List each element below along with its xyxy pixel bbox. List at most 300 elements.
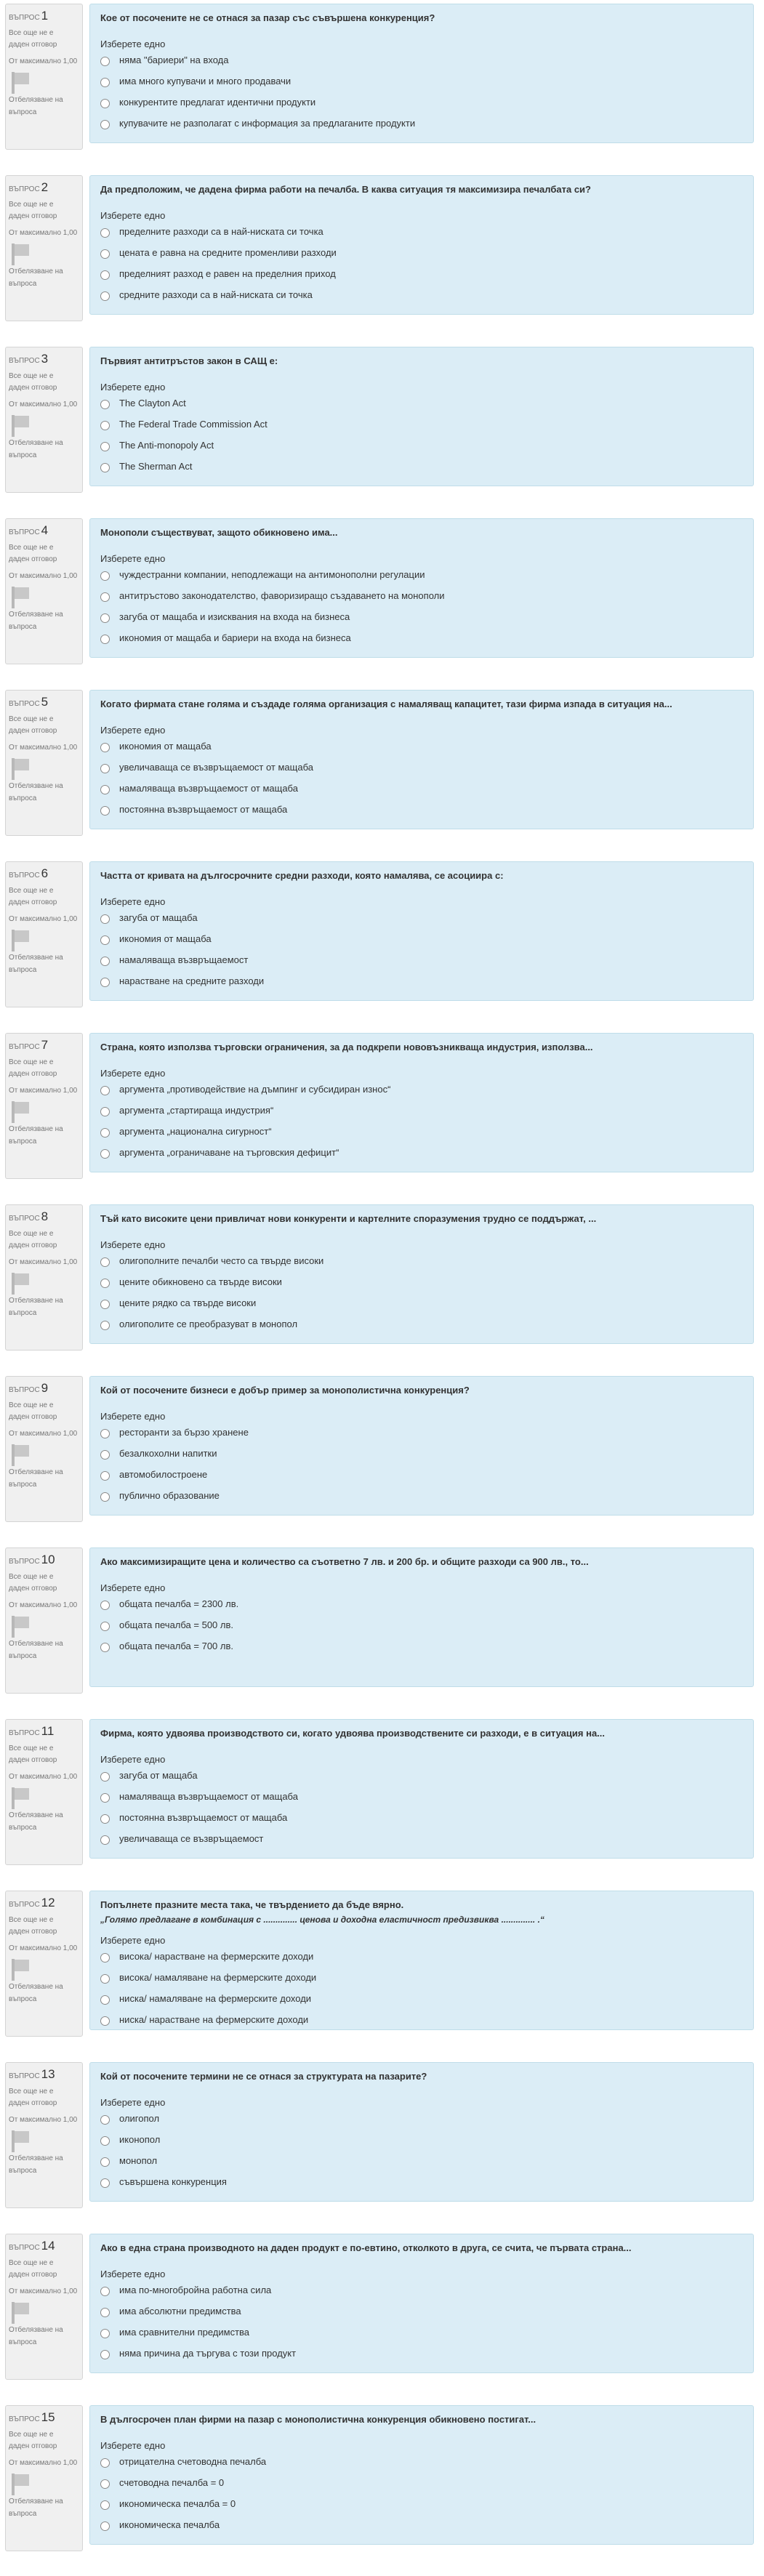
question-content: [89, 175, 754, 315]
radio-button[interactable]: [100, 2136, 110, 2146]
question-text: Първият антитръстов закон в САЩ е:: [100, 355, 278, 366]
answer-label[interactable]: пределният разход е равен на пределния приход: [119, 268, 336, 279]
flag-icon[interactable]: [10, 1273, 31, 1295]
question-text: Ако максимизиращите цена и количество са съответно 7 лв. и 200 бр. и общите разходи са 900 лв., то...: [100, 1556, 589, 1567]
answer-label[interactable]: монопол: [119, 2155, 158, 2166]
question-text: Кое от посочените не се отнася за пазар със съвършена конкуренция?: [100, 12, 435, 23]
question-number-value: 11: [41, 1724, 55, 1738]
answer-option[interactable]: [100, 2134, 743, 2155]
answer-label[interactable]: аргумента „противодействие на дъмпинг и субсидиран износ“: [119, 1084, 391, 1095]
question-grade: От максимално 1,00: [9, 2116, 78, 2124]
radio-button[interactable]: [100, 400, 110, 409]
flag-label[interactable]: Отбелязване на въпроса: [9, 439, 63, 459]
answer-option[interactable]: [100, 1084, 743, 1105]
answer-option[interactable]: [100, 1619, 743, 1641]
answer-option[interactable]: [100, 1951, 743, 1972]
radio-button[interactable]: [100, 291, 110, 301]
radio-button[interactable]: [100, 120, 110, 129]
answer-option[interactable]: [100, 289, 743, 310]
question-content: [89, 1891, 754, 2030]
answer-option[interactable]: [100, 419, 743, 440]
question-grade: От максимално 1,00: [9, 57, 78, 65]
radio-button[interactable]: [100, 1429, 110, 1438]
question-label: ВЪПРОС: [9, 872, 40, 880]
answer-option[interactable]: [100, 55, 743, 76]
answer-label[interactable]: The Clayton Act: [119, 398, 186, 408]
answer-label[interactable]: аргумента „национална сигурност“: [119, 1126, 272, 1137]
radio-button[interactable]: [100, 785, 110, 794]
answer-list: [100, 912, 743, 997]
answer-option[interactable]: [100, 1297, 743, 1319]
flag-button[interactable]: [9, 242, 79, 265]
answer-list: [100, 1770, 743, 1854]
answer-option[interactable]: [100, 590, 743, 611]
flag-label[interactable]: Отбелязване на въпроса: [9, 611, 63, 631]
question-subtext: „Голямо предлагане в комбинация с .............. ценова и доходна еластичност предизвиква .............. .“: [100, 1915, 544, 1925]
question-label: ВЪПРОС: [9, 528, 40, 536]
question-number-value: 6: [41, 866, 49, 880]
radio-button[interactable]: [100, 2329, 110, 2338]
answer-option[interactable]: [100, 461, 743, 482]
answer-option[interactable]: [100, 2456, 743, 2477]
question-block: [0, 2233, 764, 2404]
radio-button[interactable]: [100, 78, 110, 87]
question-text: Монополи съществуват, защото обикновено има...: [100, 527, 338, 538]
question-text: Да предположим, че дадена фирма работи на печалба. В каква ситуация тя максимизира печалбата си?: [100, 184, 591, 195]
answer-label[interactable]: аргумента „стартираща индустрия“: [119, 1105, 274, 1116]
question-label: ВЪПРОС: [9, 1386, 40, 1394]
radio-button[interactable]: [100, 1643, 110, 1652]
question-content: [89, 861, 754, 1001]
answer-option[interactable]: [100, 2155, 743, 2176]
question-info: [5, 2405, 83, 2551]
answer-option[interactable]: [100, 1147, 743, 1168]
answer-label[interactable]: висока/ нарастване на фермерските доходи: [119, 1951, 314, 1962]
answer-option[interactable]: [100, 1490, 743, 1511]
answer-label[interactable]: постоянна възвръщаемост от мащаба: [119, 1812, 288, 1823]
radio-button[interactable]: [100, 442, 110, 451]
answer-label[interactable]: счетоводна печалба = 0: [119, 2477, 225, 2488]
answer-label[interactable]: няма "бариери" на входа: [119, 55, 229, 65]
question-block: [0, 174, 764, 346]
answer-option[interactable]: [100, 954, 743, 975]
flag-label[interactable]: Отбелязване на въпроса: [9, 2326, 63, 2346]
question-text: В дългосрочен план фирми на пазар с монополистична конкуренция обикновено постигат...: [100, 2414, 536, 2425]
question-number: [9, 1724, 79, 1739]
answer-option[interactable]: [100, 440, 743, 461]
question-content: [89, 4, 754, 143]
flag-icon[interactable]: [10, 1787, 31, 1809]
answer-option[interactable]: [100, 2306, 743, 2327]
answer-prompt: Изберете едно: [100, 1582, 166, 1593]
answer-label[interactable]: увеличаваща се възвръщаемост от мащаба: [119, 762, 313, 773]
answer-option[interactable]: [100, 611, 743, 632]
flag-button[interactable]: [9, 1786, 79, 1809]
flag-label[interactable]: Отбелязване на въпроса: [9, 2154, 63, 2175]
answer-option[interactable]: [100, 2348, 743, 2369]
flag-label[interactable]: Отбелязване на въпроса: [9, 1125, 63, 1146]
answer-list: [100, 55, 743, 139]
answer-label[interactable]: постоянна възвръщаемост от мащаба: [119, 804, 288, 815]
question-label: ВЪПРОС: [9, 2072, 40, 2080]
question-number: [9, 1381, 79, 1396]
answer-option[interactable]: [100, 1770, 743, 1791]
answer-option[interactable]: [100, 804, 743, 825]
radio-button[interactable]: [100, 1279, 110, 1288]
radio-button[interactable]: [100, 2458, 110, 2468]
answer-label[interactable]: намаляваща възвръщаемост: [119, 954, 249, 965]
radio-button[interactable]: [100, 1835, 110, 1845]
answer-option[interactable]: [100, 2519, 743, 2540]
flag-icon[interactable]: [10, 758, 31, 780]
flag-icon[interactable]: [10, 1959, 31, 1981]
answer-label[interactable]: иконопол: [119, 2134, 161, 2145]
radio-button[interactable]: [100, 2157, 110, 2167]
answer-label[interactable]: загуба от мащаба: [119, 1770, 198, 1781]
answer-option[interactable]: [100, 783, 743, 804]
radio-button[interactable]: [100, 2479, 110, 2489]
radio-button[interactable]: [100, 1622, 110, 1631]
answer-prompt: Изберете едно: [100, 1935, 166, 1946]
question-block: [0, 689, 764, 861]
answer-option[interactable]: [100, 2176, 743, 2197]
answer-label[interactable]: ресторанти за бързо хранене: [119, 1427, 249, 1438]
radio-button[interactable]: [100, 463, 110, 472]
radio-button[interactable]: [100, 978, 110, 987]
flag-label[interactable]: Отбелязване на въпроса: [9, 96, 63, 116]
radio-button[interactable]: [100, 2016, 110, 2026]
question-state: Все още не е даден отговор: [9, 2259, 57, 2279]
answer-prompt: Изберете едно: [100, 210, 166, 221]
question-number: [9, 523, 79, 538]
answer-label[interactable]: The Federal Trade Commission Act: [119, 419, 268, 430]
flag-icon[interactable]: [10, 1101, 31, 1123]
question-info: [5, 175, 83, 321]
flag-icon[interactable]: [10, 2474, 31, 2495]
radio-button[interactable]: [100, 592, 110, 602]
answer-option[interactable]: [100, 1255, 743, 1276]
question-state: Все още не е даден отговор: [9, 715, 57, 735]
flag-button[interactable]: [9, 2301, 79, 2324]
question-state: Все още не е даден отговор: [9, 1573, 57, 1593]
answer-option[interactable]: [100, 1598, 743, 1619]
answer-option[interactable]: [100, 398, 743, 419]
question-info: [5, 4, 83, 150]
answer-label[interactable]: икономия от мащаба: [119, 933, 212, 944]
answer-label[interactable]: олигополните печалби често са твърде високи: [119, 1255, 324, 1266]
answer-option[interactable]: [100, 97, 743, 118]
answer-label[interactable]: увеличаваща се възвръщаемост: [119, 1833, 264, 1844]
answer-label[interactable]: пределните разходи са в най-ниската си точка: [119, 226, 323, 237]
answer-option[interactable]: [100, 1319, 743, 1340]
flag-label[interactable]: Отбелязване на въпроса: [9, 1640, 63, 1660]
radio-button[interactable]: [100, 743, 110, 752]
radio-button[interactable]: [100, 1793, 110, 1803]
radio-button[interactable]: [100, 957, 110, 966]
radio-button[interactable]: [100, 270, 110, 280]
flag-button[interactable]: [9, 757, 79, 780]
question-text: Кой от посочените бизнеси е добър пример за монополистична конкуренция?: [100, 1385, 470, 1396]
question-grade: От максимално 1,00: [9, 1601, 78, 1609]
answer-option[interactable]: [100, 1972, 743, 1993]
answer-label[interactable]: общата печалба = 700 лв.: [119, 1641, 233, 1651]
flag-icon[interactable]: [10, 930, 31, 951]
flag-button[interactable]: [9, 2472, 79, 2495]
question-grade: От максимално 1,00: [9, 1258, 78, 1266]
answer-option[interactable]: [100, 1993, 743, 2014]
radio-button[interactable]: [100, 2287, 110, 2296]
answer-label[interactable]: The Sherman Act: [119, 461, 193, 472]
radio-button[interactable]: [100, 2115, 110, 2125]
question-number-value: 12: [41, 1896, 55, 1909]
answer-label[interactable]: автомобилостроене: [119, 1469, 208, 1480]
question-block: [0, 2061, 764, 2233]
answer-option[interactable]: [100, 1469, 743, 1490]
flag-button[interactable]: [9, 2129, 79, 2152]
question-info: [5, 861, 83, 1007]
answer-label[interactable]: олигополите се преобразуват в монопол: [119, 1319, 298, 1329]
radio-button[interactable]: [100, 421, 110, 430]
radio-button[interactable]: [100, 806, 110, 816]
answer-prompt: Изберете едно: [100, 2097, 166, 2108]
answer-label[interactable]: има абсолютни предимства: [119, 2306, 241, 2317]
answer-option[interactable]: [100, 632, 743, 653]
answer-label[interactable]: купувачите не разполагат с информация за предлаганите продукти: [119, 118, 416, 129]
radio-button[interactable]: [100, 228, 110, 238]
question-state: Все още не е даден отговор: [9, 372, 57, 392]
flag-button[interactable]: [9, 414, 79, 437]
radio-button[interactable]: [100, 1471, 110, 1481]
flag-label[interactable]: Отбелязване на въпроса: [9, 782, 63, 802]
answer-label[interactable]: антитръстово законодателство, фаворизиращо създаването на монополи: [119, 590, 445, 601]
flag-label[interactable]: Отбелязване на въпроса: [9, 1983, 63, 2003]
question-content: [89, 1547, 754, 1687]
answer-label[interactable]: икономическа печалба = 0: [119, 2498, 236, 2509]
radio-button[interactable]: [100, 1300, 110, 1309]
answer-option[interactable]: [100, 76, 743, 97]
answer-label[interactable]: има по-многобройна работна сила: [119, 2285, 272, 2295]
answer-label[interactable]: публично образование: [119, 1490, 220, 1501]
answer-option[interactable]: [100, 741, 743, 762]
answer-label[interactable]: безалкохолни напитки: [119, 1448, 217, 1459]
flag-label[interactable]: Отбелязване на въпроса: [9, 267, 63, 288]
answer-label[interactable]: The Anti-monopoly Act: [119, 440, 214, 451]
answer-label[interactable]: чуждестранни компании, неподлежащи на антимонополни регулации: [119, 569, 425, 580]
question-text: Фирма, която удвоява производството си, когато удвоява производствените си разходи, е в ситуация на...: [100, 1728, 606, 1739]
flag-button[interactable]: [9, 1957, 79, 1981]
answer-option[interactable]: [100, 2014, 743, 2035]
question-block: [0, 1032, 764, 1204]
answer-label[interactable]: ниска/ нарастване на фермерските доходи: [119, 2014, 309, 2025]
radio-button[interactable]: [100, 1974, 110, 1984]
answer-option[interactable]: [100, 2498, 743, 2519]
answer-option[interactable]: [100, 975, 743, 997]
answer-option[interactable]: [100, 1276, 743, 1297]
question-label: ВЪПРОС: [9, 1043, 40, 1051]
radio-button[interactable]: [100, 99, 110, 108]
answer-option[interactable]: [100, 1641, 743, 1662]
answer-label[interactable]: загуба от мащаба и изисквания на входа на бизнеса: [119, 611, 350, 622]
answer-prompt: Изберете едно: [100, 1239, 166, 1250]
flag-button[interactable]: [9, 1100, 79, 1123]
answer-option[interactable]: [100, 1791, 743, 1812]
radio-button[interactable]: [100, 635, 110, 644]
flag-label[interactable]: Отбелязване на въпроса: [9, 1811, 63, 1832]
question-number: [9, 352, 79, 366]
answer-option[interactable]: [100, 268, 743, 289]
answer-label[interactable]: аргумента „ограничаване на търговския дефицит“: [119, 1147, 339, 1158]
radio-button[interactable]: [100, 2178, 110, 2188]
answer-label[interactable]: нарастване на средните разходи: [119, 975, 265, 986]
question-info: [5, 690, 83, 836]
radio-button[interactable]: [100, 1814, 110, 1824]
radio-button[interactable]: [100, 2521, 110, 2531]
flag-icon[interactable]: [10, 1444, 31, 1466]
answer-option[interactable]: [100, 2477, 743, 2498]
flag-icon[interactable]: [10, 243, 31, 265]
radio-button[interactable]: [100, 1450, 110, 1460]
flag-button[interactable]: [9, 1614, 79, 1638]
flag-label[interactable]: Отбелязване на въпроса: [9, 954, 63, 974]
answer-label[interactable]: загуба от мащаба: [119, 912, 198, 923]
answer-option[interactable]: [100, 762, 743, 783]
question-state: Все още не е даден отговор: [9, 544, 57, 563]
answer-list: [100, 741, 743, 825]
radio-button[interactable]: [100, 914, 110, 924]
radio-button[interactable]: [100, 1995, 110, 2005]
flag-button[interactable]: [9, 1271, 79, 1295]
radio-button[interactable]: [100, 1953, 110, 1963]
radio-button[interactable]: [100, 1107, 110, 1116]
radio-button[interactable]: [100, 1149, 110, 1159]
answer-label[interactable]: съвършена конкуренция: [119, 2176, 227, 2187]
question-info: [5, 1376, 83, 1522]
flag-icon[interactable]: [10, 2302, 31, 2324]
radio-button[interactable]: [100, 57, 110, 66]
answer-option[interactable]: [100, 2327, 743, 2348]
answer-option[interactable]: [100, 118, 743, 139]
answer-label[interactable]: икономия от мащаба: [119, 741, 212, 752]
question-grade: От максимално 1,00: [9, 744, 78, 752]
answer-label[interactable]: висока/ намаляване на фермерските доходи: [119, 1972, 317, 1983]
answer-prompt: Изберете едно: [100, 553, 166, 564]
radio-button[interactable]: [100, 1128, 110, 1138]
answer-option[interactable]: [100, 569, 743, 590]
radio-button[interactable]: [100, 571, 110, 581]
question-number-value: 5: [41, 695, 49, 709]
answer-label[interactable]: намаляваща възвръщаемост от мащаба: [119, 1791, 298, 1802]
answer-label[interactable]: намаляваща възвръщаемост от мащаба: [119, 783, 298, 794]
flag-label[interactable]: Отбелязване на въпроса: [9, 1468, 63, 1489]
flag-icon[interactable]: [10, 415, 31, 437]
answer-option[interactable]: [100, 1126, 743, 1147]
answer-label[interactable]: олигопол: [119, 2113, 160, 2124]
answer-list: [100, 1598, 743, 1662]
answer-label[interactable]: цената е равна на средните променливи разходи: [119, 247, 337, 258]
answer-label[interactable]: няма причина да търгува с този продукт: [119, 2348, 297, 2359]
answer-label[interactable]: общата печалба = 500 лв.: [119, 1619, 233, 1630]
radio-button[interactable]: [100, 613, 110, 623]
answer-label[interactable]: има сравнителни предимства: [119, 2327, 250, 2338]
question-number: [9, 1209, 79, 1224]
question-content: [89, 518, 754, 658]
question-number: [9, 2239, 79, 2253]
radio-button[interactable]: [100, 2308, 110, 2317]
answer-option[interactable]: [100, 2285, 743, 2306]
radio-button[interactable]: [100, 935, 110, 945]
question-info: [5, 2062, 83, 2208]
radio-button[interactable]: [100, 2350, 110, 2359]
flag-button[interactable]: [9, 585, 79, 608]
answer-option[interactable]: [100, 226, 743, 247]
answer-label[interactable]: икономия от мащаба и бариери на входа на бизнеса: [119, 632, 351, 643]
answer-label[interactable]: икономическа печалба: [119, 2519, 220, 2530]
flag-icon[interactable]: [10, 2130, 31, 2152]
answer-option[interactable]: [100, 912, 743, 933]
radio-button[interactable]: [100, 2500, 110, 2510]
answer-option[interactable]: [100, 2113, 743, 2134]
answer-prompt: Изберете едно: [100, 1754, 166, 1765]
question-content: [89, 2405, 754, 2545]
answer-label[interactable]: средните разходи са в най-ниската си точка: [119, 289, 313, 300]
answer-option[interactable]: [100, 1833, 743, 1854]
question-text: Когато фирмата стане голяма и създаде голяма организация с намаляващ капацитет, тази фирма изпада в ситуация на...: [100, 699, 672, 709]
radio-button[interactable]: [100, 1492, 110, 1502]
flag-button[interactable]: [9, 928, 79, 951]
radio-button[interactable]: [100, 249, 110, 259]
question-label: ВЪПРОС: [9, 2244, 40, 2252]
answer-list: [100, 1427, 743, 1511]
radio-button[interactable]: [100, 1601, 110, 1610]
question-label: ВЪПРОС: [9, 1215, 40, 1223]
flag-button[interactable]: [9, 71, 79, 94]
flag-icon[interactable]: [10, 72, 31, 94]
flag-label[interactable]: Отбелязване на въпроса: [9, 2497, 63, 2518]
answer-option[interactable]: [100, 1105, 743, 1126]
answer-label[interactable]: цените обикновено са твърде високи: [119, 1276, 282, 1287]
flag-button[interactable]: [9, 1443, 79, 1466]
radio-button[interactable]: [100, 764, 110, 773]
radio-button[interactable]: [100, 1772, 110, 1782]
question-list: [0, 3, 764, 2576]
radio-button[interactable]: [100, 1321, 110, 1330]
question-block: [0, 1718, 764, 1890]
question-label: ВЪПРОС: [9, 14, 40, 22]
radio-button[interactable]: [100, 1086, 110, 1095]
question-text: Тъй като високите цени привличат нови конкуренти и картелните споразумения трудно се поддържат, ...: [100, 1213, 597, 1224]
question-number-value: 14: [41, 2239, 55, 2253]
question-state: Все още не е даден отговор: [9, 1058, 57, 1078]
answer-label[interactable]: ниска/ намаляване на фермерските доходи: [119, 1993, 312, 2004]
answer-label[interactable]: цените рядко са твърде високи: [119, 1297, 257, 1308]
answer-option[interactable]: [100, 933, 743, 954]
answer-label[interactable]: конкурентите предлагат идентични продукти: [119, 97, 316, 108]
answer-prompt: Изберете едно: [100, 39, 166, 49]
answer-option[interactable]: [100, 1812, 743, 1833]
question-info: [5, 1033, 83, 1179]
answer-option[interactable]: [100, 247, 743, 268]
flag-icon[interactable]: [10, 587, 31, 608]
radio-button[interactable]: [100, 1257, 110, 1267]
flag-icon[interactable]: [10, 1616, 31, 1638]
answer-label[interactable]: отрицателна счетоводна печалба: [119, 2456, 267, 2467]
answer-label[interactable]: общата печалба = 2300 лв.: [119, 1598, 239, 1609]
answer-option[interactable]: [100, 1427, 743, 1448]
flag-label[interactable]: Отбелязване на въпроса: [9, 1297, 63, 1317]
question-number-value: 10: [41, 1553, 55, 1566]
answer-option[interactable]: [100, 1448, 743, 1469]
answer-label[interactable]: има много купувачи и много продавачи: [119, 76, 291, 86]
